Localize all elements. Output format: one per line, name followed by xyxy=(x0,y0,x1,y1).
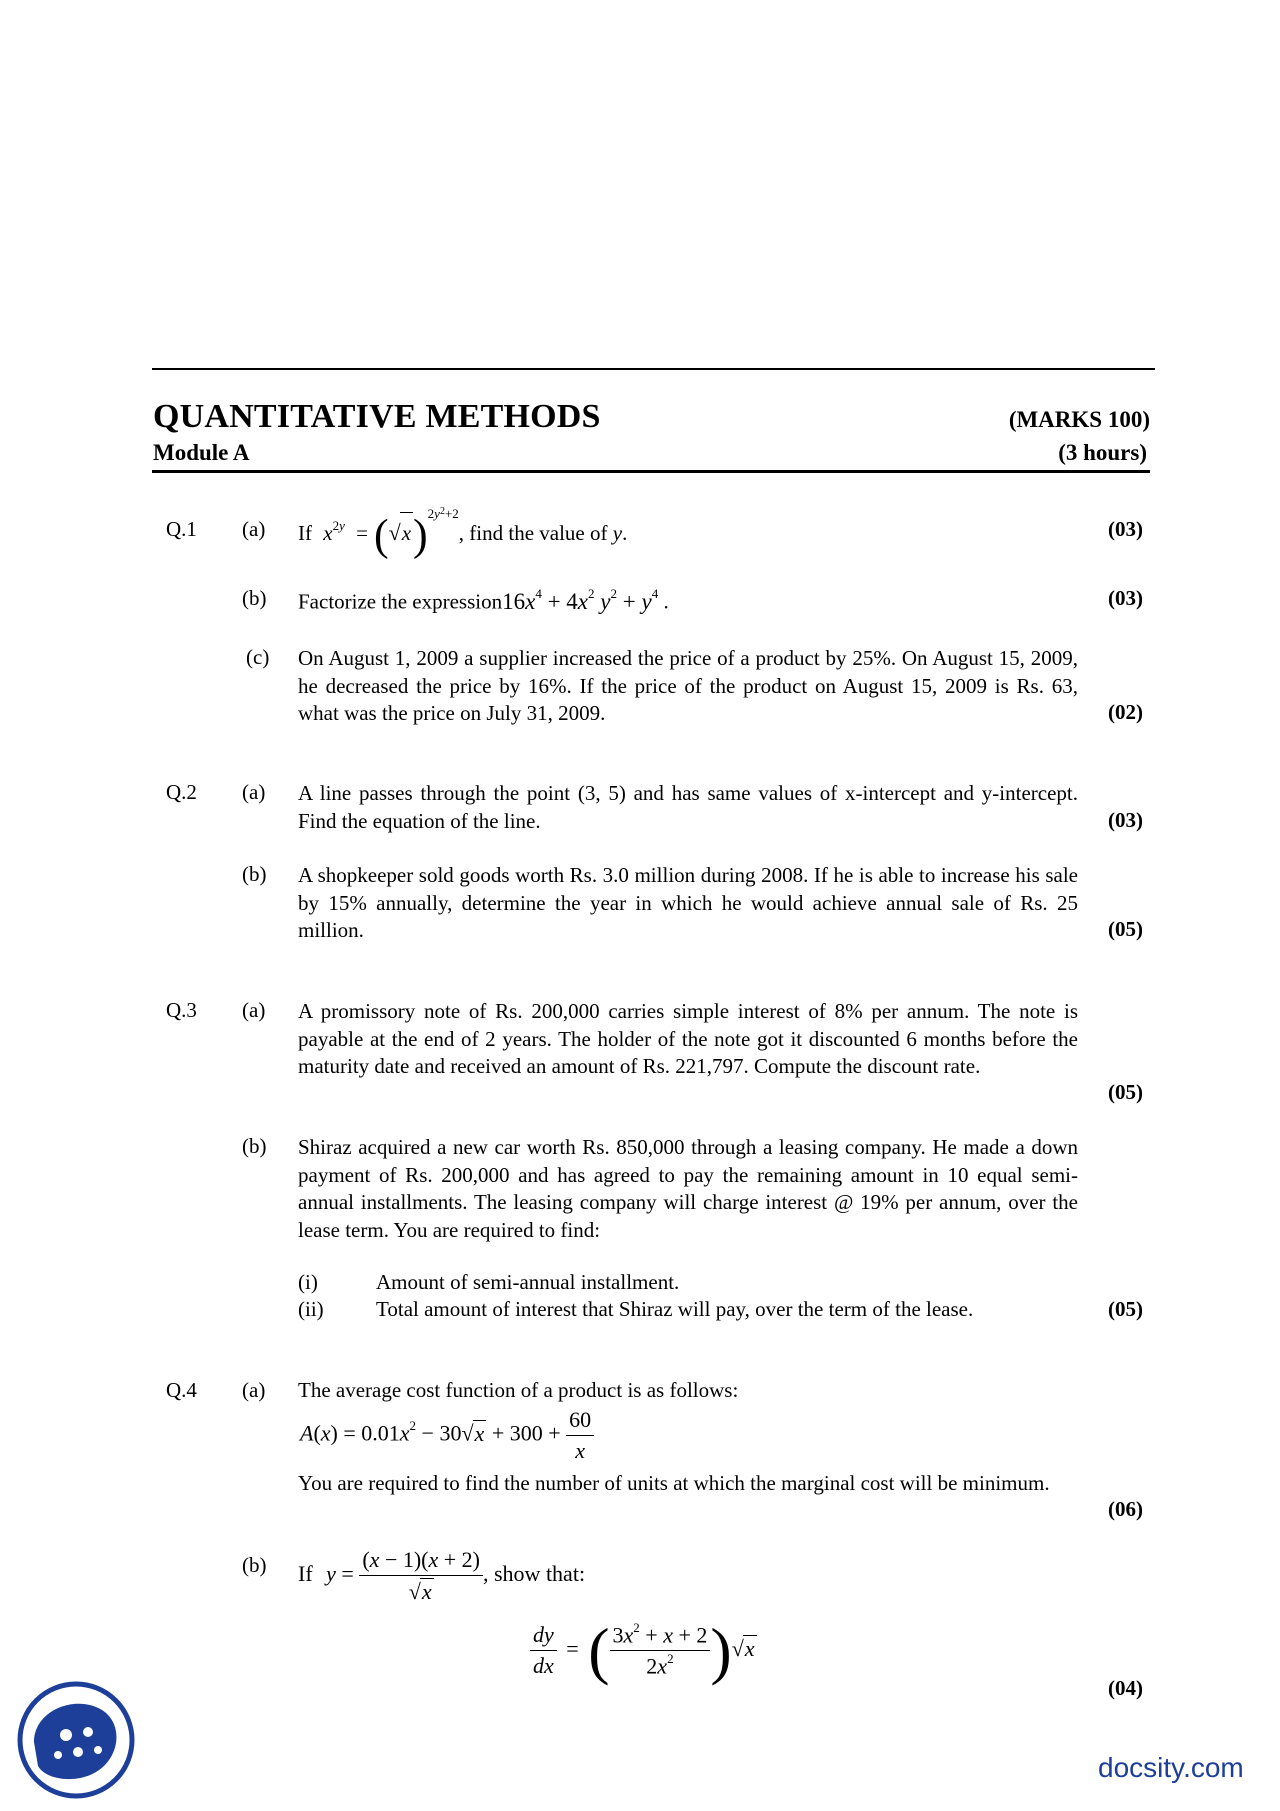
total-marks: (MARKS 100) xyxy=(1008,407,1150,432)
question-text: Shiraz acquired a new car worth Rs. 850,000 through a leasing company. He made a down payment of Rs. 200,000 and has agreed to pay the remaining amount in 10 equal semi-annual installments. The leasing company will charge interest @ 19% per annum, over the lease term. You are required to find: xyxy=(298,1135,1078,1242)
exam-duration: (3 hours) xyxy=(1058,440,1147,465)
part-label: (b) xyxy=(242,1553,267,1577)
derivative-equation: $\frac{dy}{dx}$ = ( $\frac{3x^2 + x + 2}{2x^2}$ )√x xyxy=(530,1622,757,1680)
top-rule xyxy=(152,368,1155,370)
question-text: The average cost function of a product is as follows: xyxy=(298,1378,739,1402)
header-rule xyxy=(152,470,1150,473)
subpart-text: Amount of semi-annual installment. xyxy=(376,1270,680,1294)
question-number: Q.2 xyxy=(166,780,197,804)
marks-badge: (03) xyxy=(1108,808,1143,832)
q1a-statement: If $x^{2y} = (√x)^{2y^2+2}$, find the value of y. xyxy=(298,506,628,560)
part-label: (c) xyxy=(246,645,270,669)
question-text: On August 1, 2009 a supplier increased the price of a product by 25%. On August 15, 2009, he decreased the price by 16%. If the price of the product on August 15, 2009 is Rs. 63, what was the price on July 31, 2009. xyxy=(298,646,1078,725)
part-label: (b) xyxy=(242,862,267,886)
part-label: (b) xyxy=(242,1134,267,1158)
question-text: A promissory note of Rs. 200,000 carries simple interest of 8% per annum. The note is payable at the end of 2 years. The holder of the note got it discounted 6 months before the maturity date and received an amount of Rs. 221,797. Compute the discount rate. xyxy=(298,999,1078,1078)
marks-badge: (02) xyxy=(1108,700,1143,724)
question-text: A line passes through the point (3, 5) and has same values of x-intercept and y-intercept. Find the equation of the line. xyxy=(298,781,1078,833)
question-text: A shopkeeper sold goods worth Rs. 3.0 million during 2008. If he is able to increase his sale by 15% annually, determine the year in which he would achieve annual sale of Rs. 25 million. xyxy=(298,863,1078,942)
marks-badge: (05) xyxy=(1108,1297,1143,1321)
part-label: (a) xyxy=(242,780,266,804)
q4b-statement: If y = $\frac{(x - 1)(x + 2)}{√x}$ , show that: xyxy=(298,1547,586,1604)
part-label: (b) xyxy=(242,586,267,610)
paper-title: QUANTITATIVE METHODS xyxy=(153,398,601,435)
part-label: (a) xyxy=(242,517,266,541)
question-number: Q.3 xyxy=(166,998,197,1022)
marks-badge: (06) xyxy=(1108,1497,1143,1521)
cost-function-equation: $A(x) = 0.01x^2 - 30√x + 300$ + $\frac{60}{x}$ xyxy=(300,1407,594,1464)
question-number: Q.4 xyxy=(166,1378,197,1402)
subpart-text: Total amount of interest that Shiraz will pay, over the term of the lease. xyxy=(376,1297,974,1321)
marks-badge: (05) xyxy=(1108,917,1143,941)
subpart-label: (i) xyxy=(298,1270,318,1294)
docsity-brand-link[interactable]: docsity.com xyxy=(1098,1752,1244,1783)
marks-badge: (04) xyxy=(1108,1676,1143,1700)
q1b-statement: Factorize the $expression16x^4 + 4x^2$ $y^2 + y^4$ . xyxy=(298,586,669,614)
question-text: You are required to find the number of units at which the marginal cost will be minimum. xyxy=(298,1471,1050,1495)
docsity-logo-icon xyxy=(16,1680,136,1800)
question-number: Q.1 xyxy=(166,517,197,541)
marks-badge: (03) xyxy=(1108,517,1143,541)
module-label: Module A xyxy=(153,440,250,465)
part-label: (a) xyxy=(242,1378,266,1402)
marks-badge: (05) xyxy=(1108,1080,1143,1104)
subpart-label: (ii) xyxy=(298,1297,324,1321)
marks-badge: (03) xyxy=(1108,586,1143,610)
part-label: (a) xyxy=(242,998,266,1022)
